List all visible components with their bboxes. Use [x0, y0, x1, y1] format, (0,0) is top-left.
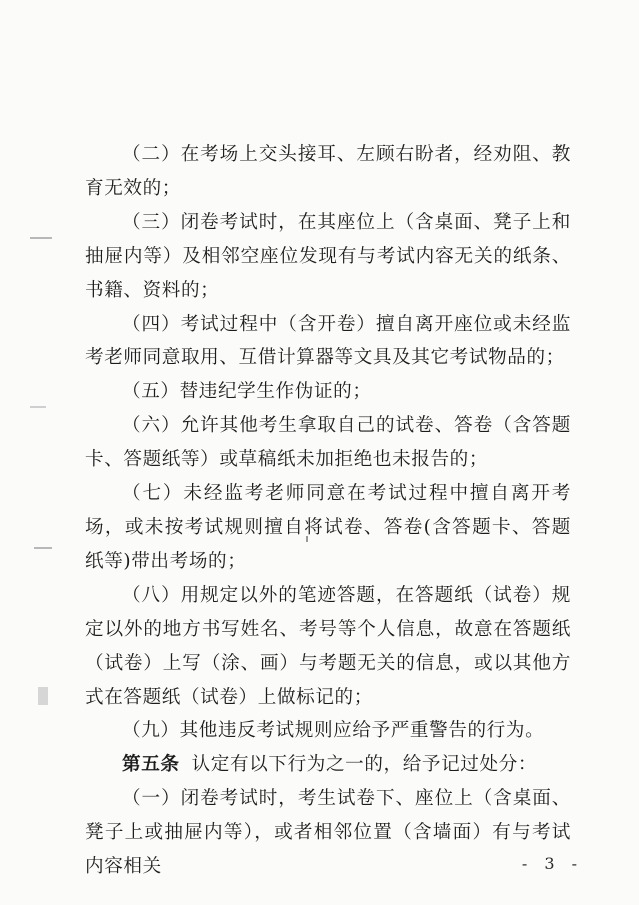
clause-paragraph: （一）闭卷考试时，考生试卷下、座位上（含桌面、凳子上或抽屉内等），或者相邻位置（含墙面）有与考试内容相关 — [85, 788, 571, 878]
clause-paragraph: （八）用规定以外的笔迹答题，在答题纸（试卷）规定以外的地方书写姓名、考号等个人信息，故意在答题纸（试卷）上写（涂、画）与考题无关的信息，或以其他方式在答题纸（试卷）上做标记的； — [85, 584, 571, 708]
document-body — [85, 138, 571, 884]
clause-paragraph: （三）闭卷考试时，在其座位上（含桌面、凳子上和抽屉内等）及相邻空座位发现有与考试内容无关的纸条、书籍、资料的； — [85, 211, 571, 301]
clause-paragraph: （九）其他违反考试规则应给予严重警告的行为。 — [122, 720, 545, 742]
article-text: 认定有以下行为之一的，给予记过处分： — [191, 754, 538, 776]
clause-paragraph: （五）替违纪学生作伪证的； — [122, 381, 372, 403]
page-number: - 3 - — [521, 854, 583, 873]
article-paragraph — [85, 748, 571, 782]
scan-artifact — [30, 237, 52, 239]
clause-paragraph: （二）在考场上交头接耳、左顾右盼者，经劝阻、教育无效的； — [85, 144, 571, 199]
clause-paragraph: （四）考试过程中（含开卷）擅自离开座位或未经监考老师同意取用、互借计算器等文具及其它考试物品的； — [85, 313, 571, 369]
article-label: 第五条 — [122, 754, 180, 776]
clause-paragraph: （七）未经监考老师同意在考试过程中擅自离开考场，或未按考试规则擅自将试卷、答卷(含答题卡、答题纸等)带出考场的； — [85, 483, 571, 572]
scan-artifact — [30, 406, 46, 408]
clause-paragraph: （六）允许其他考生拿取自己的试卷、答卷（含答题卡、答题纸等）或草稿纸未加拒绝也未报告的； — [85, 415, 571, 471]
scan-artifact — [38, 687, 48, 705]
scan-artifact — [34, 547, 52, 549]
